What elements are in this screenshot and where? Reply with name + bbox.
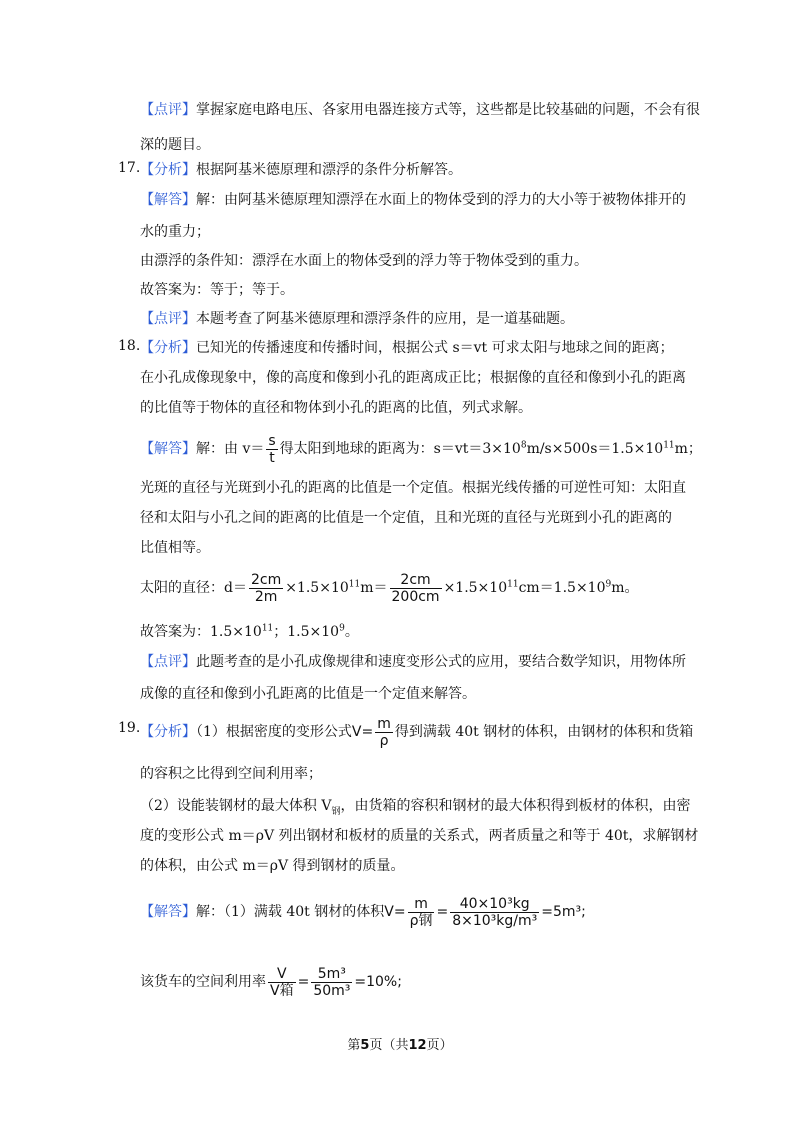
q17-answer-line-4: 故答案为：等于；等于。 bbox=[140, 282, 294, 298]
analysis-tag: 【分析】 bbox=[140, 724, 196, 740]
q19-analysis-line-3: （2）设能装钢材的最大体积 $V_钢$，由货箱的容积和钢材的最大体积得到板材的体积，由密 bbox=[140, 798, 691, 817]
review-tag: 【点评】 bbox=[140, 654, 196, 670]
q19-answer-line-1: 【解答】解：（1）满载 40t 钢材的体积V= $\frac{m}{\text{ρ钢}}$ = $\frac{\text{40×10³kg}}{\text{8×10³kg/m³}}$ =5m³; bbox=[140, 895, 586, 929]
fraction-2cm-over-2m: $\frac{2cm}{2m}$ bbox=[250, 571, 282, 605]
q18-analysis-line-2: 在小孔成像现象中，像的高度和像到小孔的距离成正比；根据像的直径和像到小孔的距离 bbox=[140, 370, 686, 386]
q19-utilization-rate: 该货车的空间利用率 $\frac{V}{\text{V箱}}$ = $\frac{\text{5m³}}{\text{50m³}}$ =10%; bbox=[140, 965, 402, 999]
fraction-5m3-over-50m3: $\frac{\text{5m³}}{\text{50m³}}$ bbox=[313, 965, 351, 999]
q18-answer-line-1: 【解答】解：由 v＝ $\frac{s}{t}$ 得太阳到地球的距离为：$s=vt=3\times 10^8m/s\times 500s=1.5\times 10^{11}m$； bbox=[140, 432, 702, 466]
analysis-tag: 【分析】 bbox=[140, 162, 196, 178]
q19-number: 19. bbox=[118, 720, 141, 736]
current-page: 5 bbox=[360, 1038, 370, 1053]
answer-tag: 【解答】 bbox=[140, 441, 196, 457]
q17-review: 【点评】本题考查了阿基米德原理和漂浮条件的应用，是一道基础题。 bbox=[140, 311, 574, 327]
q16-review-line-1: 【点评】掌握家庭电路电压、各家用电器连接方式等，这些都是比较基础的问题，不会有很 bbox=[140, 102, 700, 118]
q19-analysis-line-1: 【分析】（1）根据密度的变形公式V= $\frac{m}{\rho}$ 得到满载 40t 钢材的体积，由钢材的体积和货箱 bbox=[140, 715, 694, 749]
fraction-m-over-rho-steel: $\frac{m}{\text{ρ钢}}$ bbox=[409, 895, 433, 929]
q18-review-line-1: 【点评】此题考查的是小孔成像规律和速度变形公式的应用，要结合数学知识，用物体所 bbox=[140, 654, 686, 670]
fraction-mass-over-density: $\frac{\text{40×10³kg}}{\text{8×10³kg/m³}}$ bbox=[452, 895, 538, 929]
q18-final-answer: 故答案为：$1.5\times 10^{11}$；$1.5\times 10^9$。 bbox=[140, 623, 359, 640]
q16-review-line-2: 深的题目。 bbox=[140, 137, 210, 153]
review-tag: 【点评】 bbox=[140, 311, 196, 327]
q18-review-line-2: 成像的直径和像到小孔距离的比值是一个定值来解答。 bbox=[140, 686, 476, 702]
q18-body-line-1: 光斑的直径与光斑到小孔的距离的比值是一个定值。根据光线传播的可逆性可知：太阳直 bbox=[140, 480, 686, 496]
q18-analysis-line-3: 的比值等于物体的直径和物体到小孔的距离的比值，列式求解。 bbox=[140, 400, 532, 416]
page-footer: 第5页（共12页） bbox=[347, 1038, 453, 1053]
q19-analysis-line-4: 度的变形公式 m＝ρV 列出钢材和板材的质量的关系式，两者质量之和等于 40t，求解钢材 bbox=[140, 828, 699, 844]
fraction-m-over-rho: $\frac{m}{\rho}$ bbox=[377, 715, 391, 749]
q18-sun-diameter: 太阳的直径：d＝ $\frac{2cm}{2m}$ $\times 1.5\times 10^{11}m=$ $\frac{2cm}{200cm}$ $\times 1.5\times 10^{11}cm=1.5\times 10^9m$。 bbox=[140, 571, 639, 605]
fraction-2cm-over-200cm: $\frac{2cm}{200cm}$ bbox=[391, 571, 440, 605]
q18-number: 18. bbox=[118, 338, 141, 354]
fraction-s-over-t: $\frac{s}{t}$ bbox=[268, 432, 276, 466]
q17-answer-line-3: 由漂浮的条件知：漂浮在水面上的物体受到的浮力等于物体受到的重力。 bbox=[140, 253, 588, 269]
q17-answer-line-1: 【解答】解：由阿基米德原理知漂浮在水面上的物体受到的浮力的大小等于被物体排开的 bbox=[140, 192, 686, 208]
q18-body-line-3: 比值相等。 bbox=[140, 540, 210, 556]
analysis-tag: 【分析】 bbox=[140, 340, 196, 356]
answer-tag: 【解答】 bbox=[140, 192, 196, 208]
review-tag: 【点评】 bbox=[140, 102, 196, 118]
fraction-v-over-vbox: $\frac{V}{\text{V箱}}$ bbox=[270, 965, 294, 999]
q17-analysis: 【分析】根据阿基米德原理和漂浮的条件分析解答。 bbox=[140, 162, 462, 178]
total-pages: 12 bbox=[408, 1038, 427, 1053]
q19-analysis-line-5: 的体积，由公式 m＝ρV 得到钢材的质量。 bbox=[140, 858, 405, 874]
q17-answer-line-2: 水的重力； bbox=[140, 224, 210, 240]
q17-number: 17. bbox=[118, 160, 141, 176]
q18-analysis-line-1: 【分析】已知光的传播速度和传播时间，根据公式 s＝vt 可求太阳与地球之间的距离； bbox=[140, 340, 674, 356]
q18-body-line-2: 径和太阳与小孔之间的距离的比值是一个定值，且和光斑的直径与光斑到小孔的距离的 bbox=[140, 510, 672, 526]
answer-tag: 【解答】 bbox=[140, 904, 196, 920]
q19-analysis-line-2: 的容积之比得到空间利用率； bbox=[140, 766, 322, 782]
